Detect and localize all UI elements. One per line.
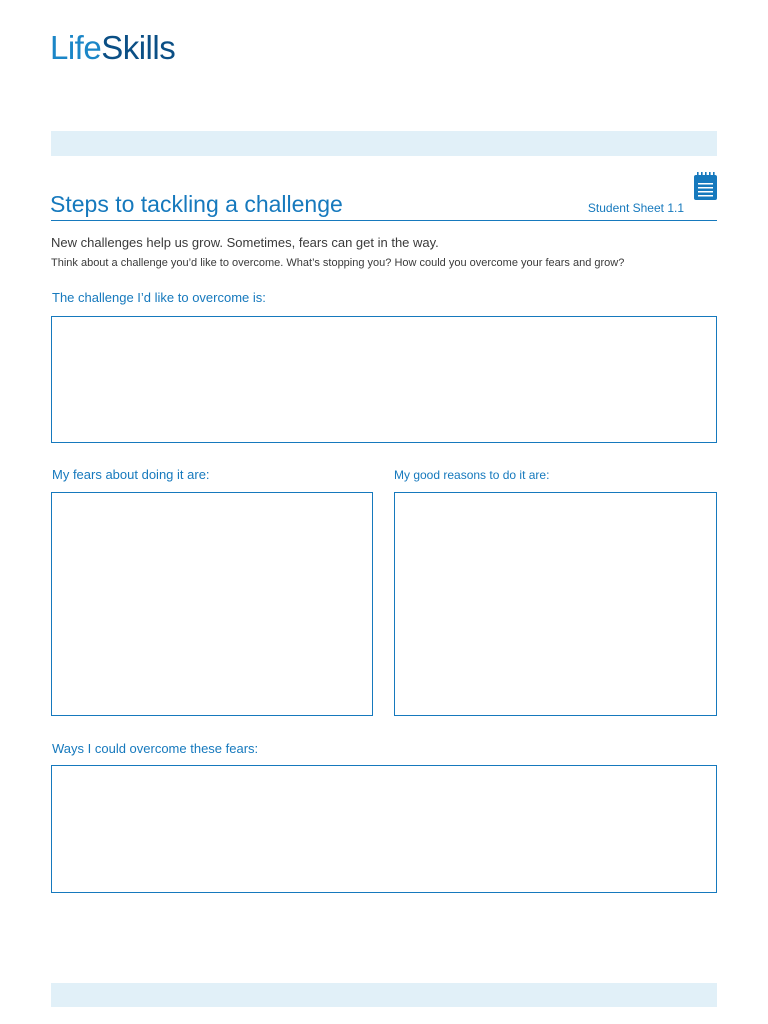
instruction-text: Think about a challenge you’d like to overcome. What’s stopping you? How could you overcome your fears and grow? [51,257,625,269]
page-title: Steps to tackling a challenge [50,191,343,217]
fears-answer-box[interactable] [51,492,373,716]
logo-text-skills: Skills [101,29,176,66]
logo-text-life: Life [50,29,102,66]
reasons-label: My good reasons to do it are: [394,468,550,482]
lifeskills-logo [50,28,175,68]
reasons-answer-box[interactable] [394,492,717,716]
fears-label: My fears about doing it are: [52,467,210,482]
challenge-label: The challenge I’d like to overcome is: [52,290,266,305]
intro-text: New challenges help us grow. Sometimes, fears can get in the way. [51,235,439,250]
footer-band [51,983,717,1007]
notebook-icon [694,172,717,200]
ways-answer-box[interactable] [51,765,717,893]
ways-label: Ways I could overcome these fears: [52,741,259,756]
title-divider [51,220,717,221]
header-band [51,131,717,156]
student-sheet-label: Student Sheet 1.1 [587,201,684,215]
challenge-answer-box[interactable] [51,316,717,443]
